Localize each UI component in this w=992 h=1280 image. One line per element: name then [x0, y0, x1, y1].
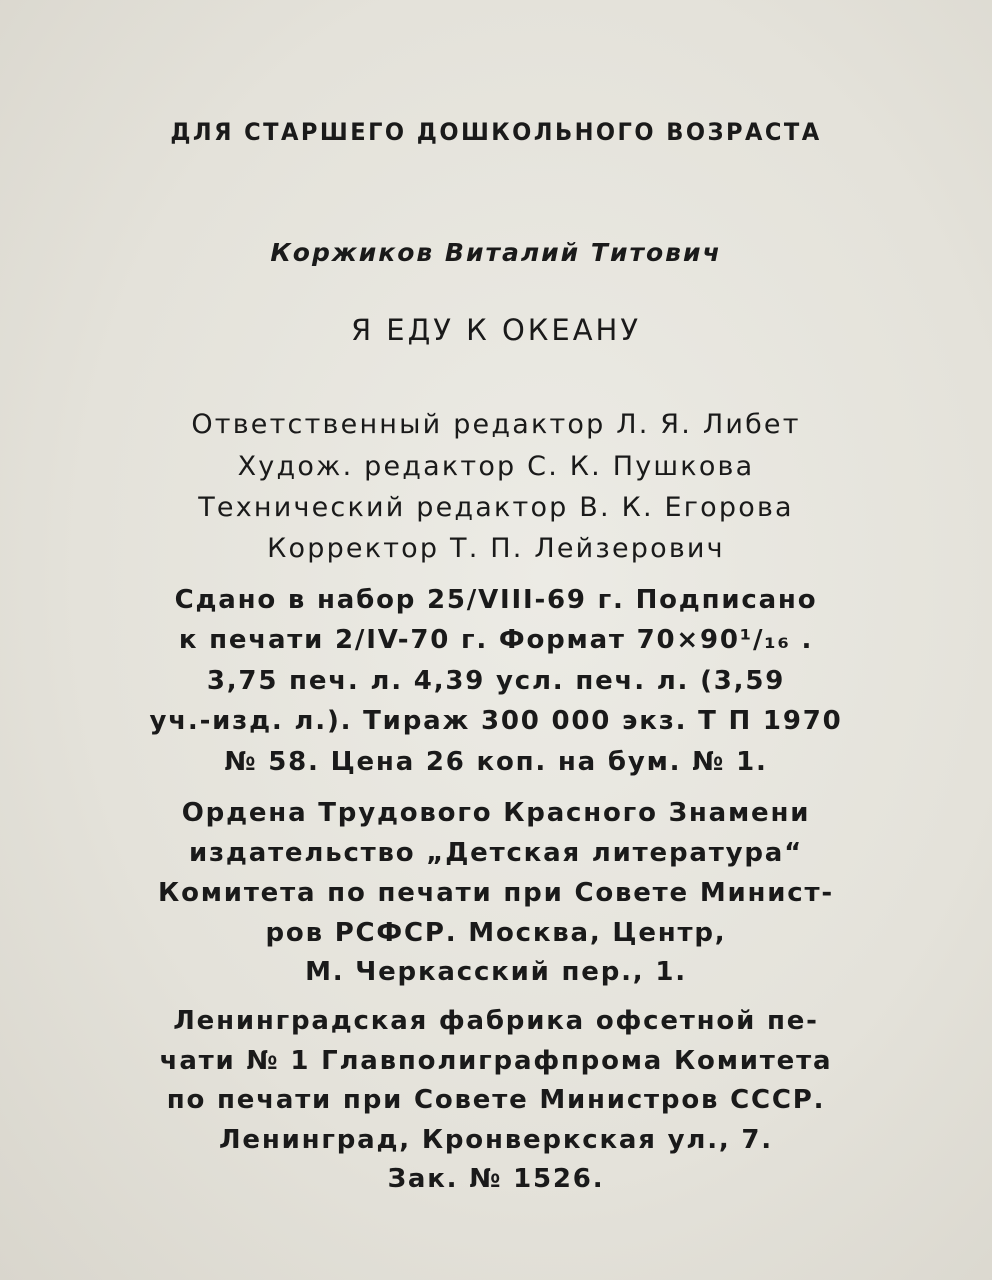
publisher-line: ров РСФСР. Москва, Центр,	[265, 918, 727, 948]
printing-info-line: Сдано в набор 25/VIII-69 г. Подписано	[174, 585, 818, 615]
printer-line: чати № 1 Главполиграфпрома Комитета	[159, 1046, 833, 1076]
credit-line: Худож. редактор С. К. Пушкова	[237, 451, 755, 482]
printing-info-line: 3,75 печ. л. 4,39 усл. печ. л. (3,59	[206, 666, 786, 696]
printing-info-line: к печати 2/IV-70 г. Формат 70×90¹/₁₆ .	[178, 625, 814, 655]
publisher-line: издательство „Детская литература“	[189, 838, 803, 868]
printer-line: Ленинград, Кронверкская ул., 7.	[219, 1125, 773, 1155]
credit-line: Технический редактор В. К. Егорова	[198, 492, 794, 523]
printer-line: Зак. № 1526.	[387, 1164, 605, 1194]
publisher-line: Комитета по печати при Совете Минист-	[158, 878, 834, 908]
author-name: Коржиков Виталий Титович	[270, 238, 722, 267]
credit-line: Корректор Т. П. Лейзерович	[267, 533, 725, 564]
publisher-line: Ордена Трудового Красного Знамени	[181, 798, 811, 828]
printing-info-line: № 58. Цена 26 коп. на бум. № 1.	[224, 747, 768, 777]
credit-line: Ответственный редактор Л. Я. Либет	[191, 409, 801, 440]
printer-line: Ленинградская фабрика офсетной пе-	[173, 1006, 819, 1036]
publisher-line: М. Черкасский пер., 1.	[305, 957, 687, 987]
book-title: Я ЕДУ К ОКЕАНУ	[350, 313, 642, 347]
printing-info-line: уч.-изд. л.). Тираж 300 000 экз. Т П 1970	[149, 706, 843, 736]
printer-line: по печати при Совете Министров СССР.	[166, 1085, 826, 1115]
age-group-heading: ДЛЯ СТАРШЕГО ДОШКОЛЬНОГО ВОЗРАСТА	[170, 118, 822, 146]
